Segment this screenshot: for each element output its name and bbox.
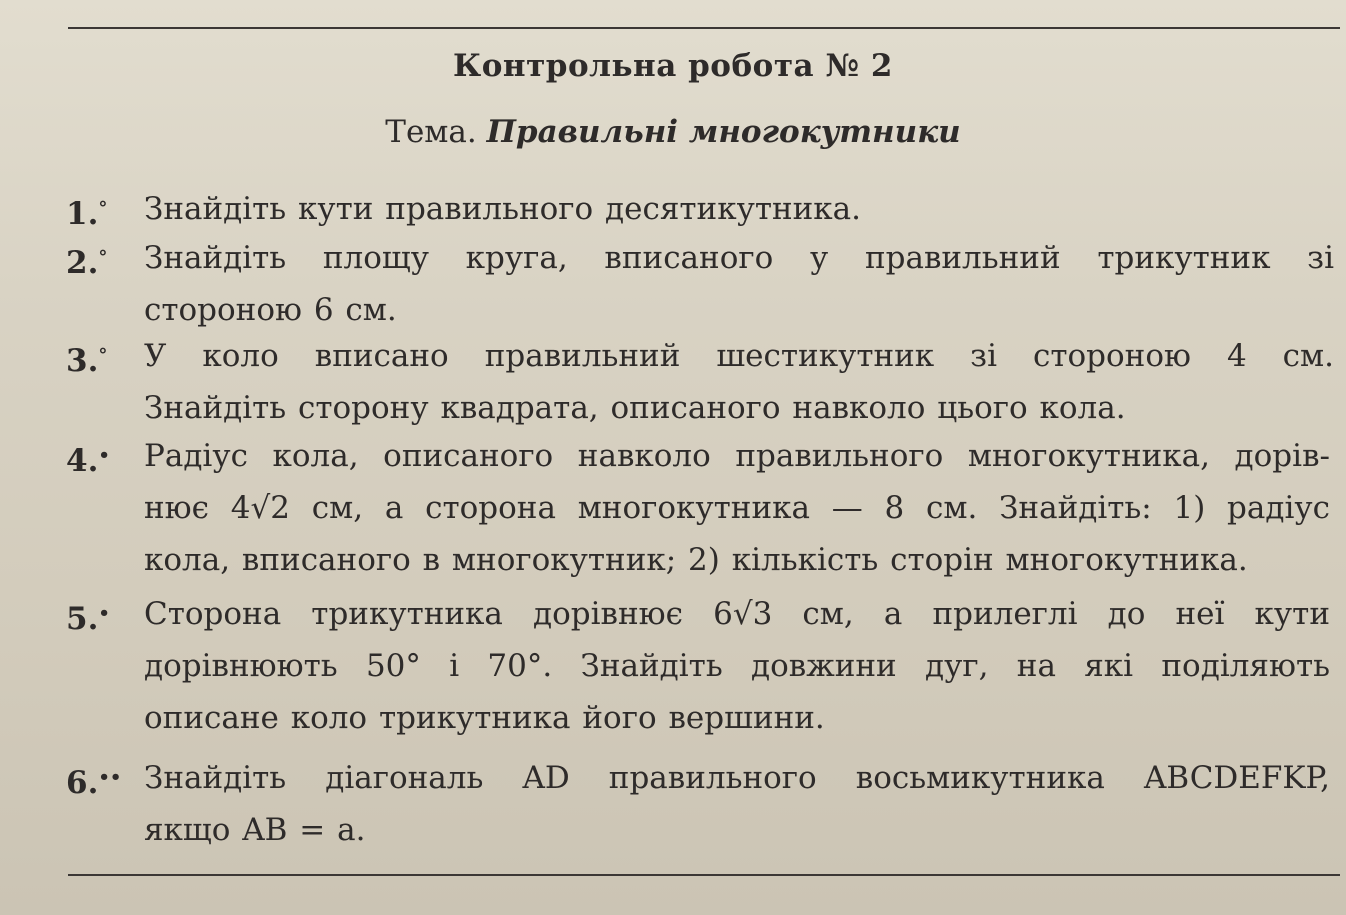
task-line: У коло вписано правильний шестикутник зі стороною 4 см. (144, 338, 1334, 374)
task-line: Знайдіть кути правильного десятикутника. (144, 191, 862, 227)
task-6 (66, 752, 1330, 856)
task-line: Сторона трикутника дорівнює 6√3 см, а прилеглі до неї кути (144, 596, 1330, 632)
theme-topic: Правильні многокутники (486, 114, 961, 150)
task-line: якщо AB = a. (144, 812, 366, 848)
task-line: стороною 6 см. (144, 292, 397, 328)
theme-prefix: Тема. (385, 114, 477, 150)
task-line: дорівнюють 50° і 70°. Знайдіть довжини дуг, на які поділяють (144, 648, 1330, 684)
task-line: Знайдіть площу круга, вписаного у правильний трикутник зі (144, 240, 1334, 276)
difficulty-marker: • (98, 603, 110, 624)
task-line: описане коло трикутника його вершини. (144, 700, 825, 736)
difficulty-marker: •• (98, 767, 122, 788)
bottom-divider (68, 874, 1340, 876)
task-line: Знайдіть сторону квадрата, описаного навколо цього кола. (144, 390, 1126, 426)
task-4 (66, 430, 1330, 586)
task-2 (66, 232, 1334, 336)
document-title: Контрольна робота № 2 (453, 48, 893, 84)
task-number: 5.• (66, 601, 110, 637)
task-line: Радіус кола, описаного навколо правильного многокутника, дорів- (144, 438, 1330, 474)
difficulty-marker: ° (98, 247, 108, 268)
task-5 (66, 588, 1330, 744)
task-3 (66, 330, 1334, 434)
task-number: 2.° (66, 245, 108, 281)
task-number: 4.• (66, 443, 110, 479)
document-theme (0, 114, 1346, 150)
task-number: 3.° (66, 343, 108, 379)
task-number: 6.•• (66, 765, 122, 801)
top-divider (68, 27, 1340, 29)
difficulty-marker: ° (98, 345, 108, 366)
task-line: Знайдіть діагональ AD правильного восьмикутника ABCDEFKP, (144, 760, 1330, 796)
task-1 (66, 183, 1330, 235)
task-line: нює 4√2 см, а сторона многокутника — 8 см. Знайдіть: 1) радіус (144, 490, 1330, 526)
difficulty-marker: ° (98, 198, 108, 219)
task-number: 1.° (66, 196, 108, 232)
difficulty-marker: • (98, 445, 110, 466)
task-line: кола, вписаного в многокутник; 2) кількість сторін многокутника. (144, 542, 1248, 578)
